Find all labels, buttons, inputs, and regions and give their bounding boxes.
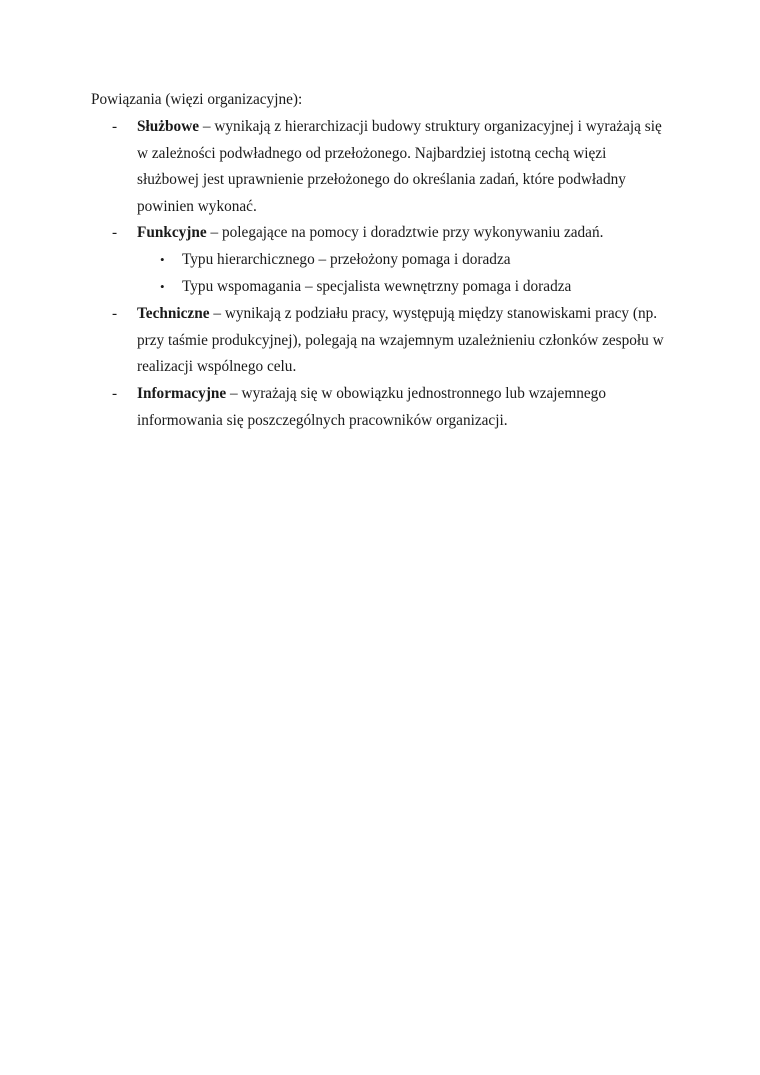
term-description: – wynikają z podziału pracy, występują między stanowiskami pracy (np. przy taśmie produkcyjnej), polegają na wzajemnym uzależnieniu członków zespołu w realizacji wspólnego celu. [137, 305, 664, 375]
sub-item-text: Typu wspomagania – specjalista wewnętrzny pomaga i doradza [182, 278, 572, 295]
dash-marker: - [112, 385, 118, 402]
bullet-icon: • [160, 252, 165, 267]
term-description: – wyrażają się w obowiązku jednostronnego lub wzajemnego informowania się poszczególnych pracowników organizacji. [137, 385, 606, 429]
list-item-sluzbowe [91, 114, 681, 220]
sub-item-text: Typu hierarchicznego – przełożony pomaga i doradza [182, 251, 511, 268]
term-label: Informacyjne [137, 385, 227, 402]
term-label: Funkcyjne [137, 224, 207, 241]
sub-list-item [160, 274, 571, 301]
list-item-techniczne [91, 301, 681, 381]
sub-list-item [160, 247, 511, 274]
list-item-informacyjne [91, 381, 681, 434]
term-label: Służbowe [137, 118, 200, 135]
list-item-text [137, 114, 667, 220]
list-item-text [137, 301, 667, 381]
list-item-text [137, 220, 667, 247]
bullet-icon: • [160, 279, 165, 294]
term-description: – wynikają z hierarchizacji budowy struktury organizacyjnej i wyrażają się w zależności podwładnego od przełożonego. Najbardziej istotną cechą więzi służbowej jest uprawnienie przełożonego do określania zadań, które podwładny powinien wykonać. [137, 118, 662, 215]
dash-marker: - [112, 305, 118, 322]
dash-marker: - [112, 224, 118, 241]
term-label: Techniczne [137, 305, 210, 322]
term-description: – polegające na pomocy i doradztwie przy wykonywaniu zadań. [206, 224, 604, 241]
list-item-text [137, 381, 667, 434]
dash-marker: - [112, 118, 118, 135]
section-heading: Powiązania (więzi organizacyjne): [91, 91, 303, 108]
list-item-funkcyjne [91, 220, 681, 247]
